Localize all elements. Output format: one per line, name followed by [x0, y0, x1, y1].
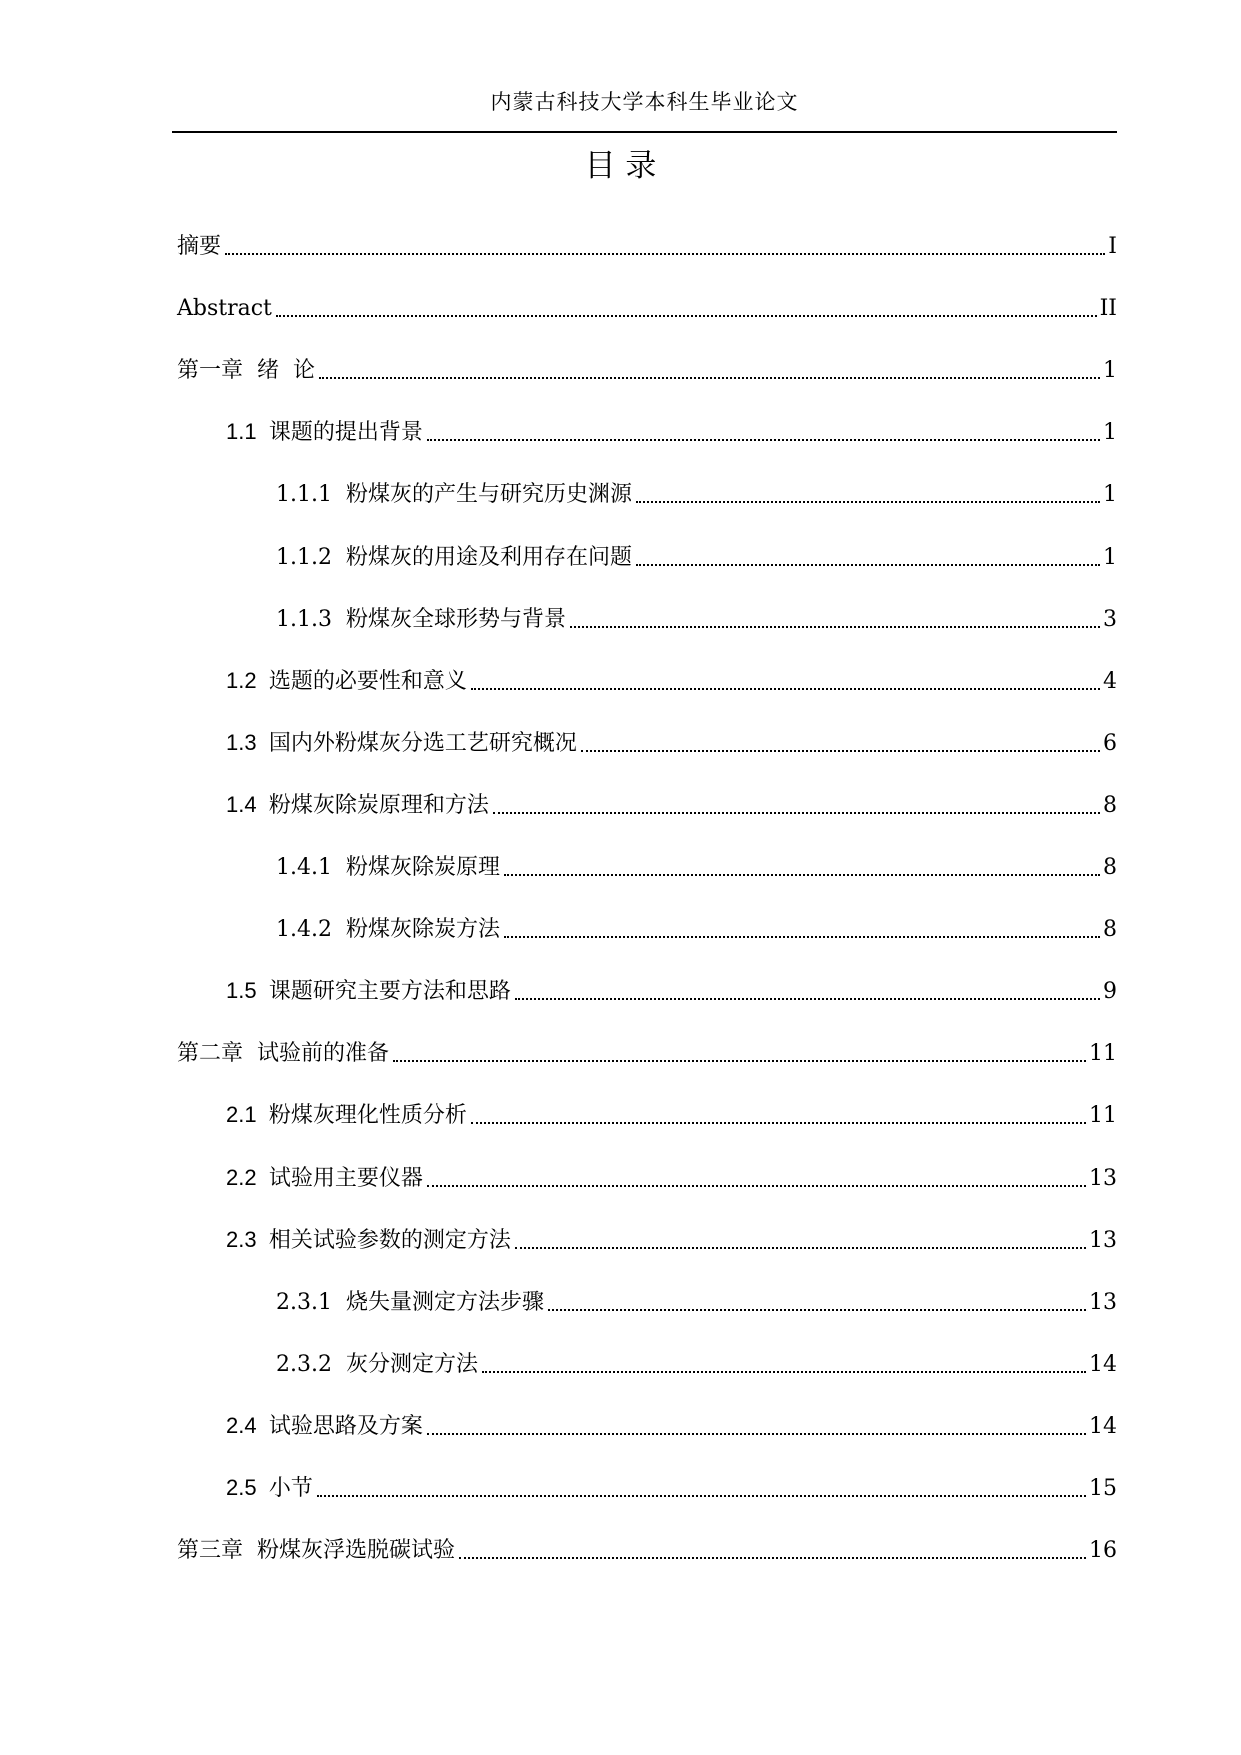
toc-section-number: 1.4.2	[276, 917, 332, 942]
toc-entry-label	[226, 666, 467, 697]
toc-page-number: 3	[1103, 607, 1117, 632]
toc-page-number: 14	[1089, 1414, 1117, 1439]
toc-entry[interactable]	[226, 414, 1117, 448]
toc-entry[interactable]	[276, 601, 1117, 635]
toc-entry-label	[226, 1411, 423, 1442]
toc-entry-title: 灰分测定方法	[345, 1352, 478, 1377]
toc-entry-label	[276, 605, 566, 635]
toc-page-number: 8	[1103, 855, 1117, 880]
toc-entry-label	[226, 790, 489, 821]
toc-section-number: 2.1	[226, 1102, 257, 1127]
toc-section-number: 1.1.1	[276, 482, 332, 507]
dot-leader	[493, 812, 1100, 814]
toc-section-number: 2.3	[226, 1227, 257, 1252]
toc-entry-label	[177, 1536, 455, 1566]
toc-entry-title: 相关试验参数的测定方法	[268, 1228, 511, 1253]
toc-page-number: 1	[1103, 420, 1117, 445]
toc-entry-label	[276, 480, 632, 510]
toc-page-number: 11	[1089, 1103, 1117, 1128]
toc-section-number: 1.4	[226, 792, 257, 817]
toc-entry[interactable]	[226, 663, 1117, 697]
toc-section-number: 1.4.1	[276, 855, 332, 880]
toc-entry-title: 小节	[268, 1476, 313, 1501]
dot-leader	[636, 564, 1100, 566]
dot-leader	[427, 1185, 1086, 1187]
toc-entry-title: 粉煤灰除炭原理和方法	[268, 793, 489, 818]
toc-entry-label	[226, 728, 577, 759]
dot-leader	[319, 377, 1100, 379]
toc-section-number: 2.2	[226, 1165, 257, 1190]
toc-entry-title: 试验思路及方案	[268, 1414, 423, 1439]
toc-section-number: 1.1.3	[276, 607, 332, 632]
dot-leader	[317, 1495, 1086, 1497]
toc-entry[interactable]	[226, 725, 1117, 759]
dot-leader	[393, 1060, 1086, 1062]
toc-page-number: 13	[1089, 1228, 1117, 1253]
toc-entry[interactable]	[226, 787, 1117, 821]
dot-leader	[471, 1122, 1086, 1124]
toc-page-number: 1	[1103, 358, 1117, 383]
toc-entry-title: 第三章 粉煤灰浮选脱碳试验	[177, 1538, 455, 1563]
dot-leader	[225, 253, 1105, 255]
running-header: 内蒙古科技大学本科生毕业论文	[490, 90, 799, 114]
toc-entry-label	[226, 1100, 467, 1131]
toc-entry[interactable]	[226, 1160, 1117, 1194]
toc-entry[interactable]	[226, 1408, 1117, 1442]
toc-page-number: 14	[1089, 1352, 1117, 1377]
toc-page-number: 13	[1089, 1166, 1117, 1191]
toc-entry[interactable]	[276, 849, 1117, 883]
header-rule	[172, 131, 1117, 133]
toc-title: 目 录	[584, 148, 657, 184]
toc-entry-title: 试验用主要仪器	[268, 1166, 423, 1191]
toc-entry[interactable]	[226, 973, 1117, 1007]
toc-page-number: 13	[1089, 1290, 1117, 1315]
toc-entry-title: 粉煤灰除炭原理	[345, 855, 500, 880]
toc-section-number: 1.3	[226, 730, 257, 755]
toc-entry-title: Abstract	[177, 296, 272, 321]
toc-entry[interactable]	[226, 1097, 1117, 1131]
toc-entry-label	[276, 1350, 478, 1380]
toc-entry-title: 摘要	[177, 234, 222, 259]
toc-entry-label	[177, 1039, 389, 1069]
dot-leader	[515, 1247, 1086, 1249]
toc-entry-title: 粉煤灰除炭方法	[345, 917, 500, 942]
toc-page-number: 8	[1103, 917, 1117, 942]
toc-entry-label	[226, 1225, 511, 1256]
toc-entry[interactable]	[276, 911, 1117, 945]
toc-entry[interactable]	[276, 476, 1117, 510]
dot-leader	[504, 874, 1100, 876]
toc-entry-label	[177, 294, 272, 324]
toc-section-number: 1.1	[226, 419, 257, 444]
toc-entry-title: 第二章 试验前的准备	[177, 1041, 389, 1066]
toc-page-number: 11	[1089, 1041, 1117, 1066]
toc-section-number: 2.3.2	[276, 1352, 332, 1377]
dot-leader	[482, 1371, 1086, 1373]
dot-leader	[570, 626, 1100, 628]
toc-entry[interactable]	[177, 228, 1117, 262]
toc-entry[interactable]	[276, 539, 1117, 573]
dot-leader	[504, 936, 1100, 938]
toc-entry-title: 粉煤灰的产生与研究历史渊源	[345, 482, 632, 507]
toc-section-number: 1.1.2	[276, 545, 332, 570]
toc-page-number: 16	[1089, 1538, 1117, 1563]
dot-leader	[636, 501, 1100, 503]
toc-page-number: I	[1108, 234, 1117, 259]
toc-entry-label	[226, 417, 423, 448]
toc-entry[interactable]	[276, 1284, 1117, 1318]
toc-section-number: 2.5	[226, 1475, 257, 1500]
toc-entry-title: 课题的提出背景	[268, 420, 423, 445]
toc-entry-title: 选题的必要性和意义	[268, 669, 467, 694]
dot-leader	[515, 998, 1100, 1000]
toc-entry-label	[276, 543, 632, 573]
toc-page-number: 8	[1103, 793, 1117, 818]
toc-section-number: 1.2	[226, 668, 257, 693]
toc-entry-title: 烧失量测定方法步骤	[345, 1290, 544, 1315]
toc-entry-title: 粉煤灰理化性质分析	[268, 1103, 467, 1128]
toc-entry-label	[276, 1288, 544, 1318]
toc-entry-label	[226, 1163, 423, 1194]
toc-entry[interactable]	[177, 352, 1117, 386]
toc-entry-title: 国内外粉煤灰分选工艺研究概况	[268, 731, 577, 756]
toc-entry-label	[226, 1473, 313, 1504]
toc-entry-label	[276, 915, 500, 945]
toc-entry-title: 粉煤灰的用途及利用存在问题	[345, 545, 632, 570]
toc-entry-title: 第一章 绪 论	[177, 358, 315, 383]
toc-entry-label	[177, 232, 221, 262]
toc-entry[interactable]	[276, 1346, 1117, 1380]
toc-entry-title: 课题研究主要方法和思路	[268, 979, 511, 1004]
toc-entry-label	[276, 853, 500, 883]
dot-leader	[471, 688, 1100, 690]
toc-entry[interactable]	[226, 1222, 1117, 1256]
toc-section-number: 2.4	[226, 1413, 257, 1438]
dot-leader	[427, 1433, 1086, 1435]
toc-entry-title: 粉煤灰全球形势与背景	[345, 607, 566, 632]
toc-entry[interactable]	[177, 1532, 1117, 1566]
toc-page-number: 15	[1089, 1476, 1117, 1501]
toc-page-number: 1	[1103, 482, 1117, 507]
toc-page-number: 1	[1103, 545, 1117, 570]
dot-leader	[276, 315, 1097, 317]
dot-leader	[581, 750, 1100, 752]
toc-page-number: 4	[1103, 669, 1117, 694]
toc-entry[interactable]	[226, 1470, 1117, 1504]
toc-entry-label	[226, 976, 511, 1007]
dot-leader	[548, 1309, 1086, 1311]
toc-page-number: II	[1099, 296, 1117, 321]
dot-leader	[427, 439, 1100, 441]
toc-entry-label	[177, 356, 315, 386]
toc-page-number: 9	[1103, 979, 1117, 1004]
dot-leader	[459, 1557, 1086, 1559]
toc-page-number: 6	[1103, 731, 1117, 756]
toc-section-number: 2.3.1	[276, 1290, 332, 1315]
toc-section-number: 1.5	[226, 978, 257, 1003]
toc-entry[interactable]	[177, 290, 1117, 324]
toc-entry[interactable]	[177, 1035, 1117, 1069]
